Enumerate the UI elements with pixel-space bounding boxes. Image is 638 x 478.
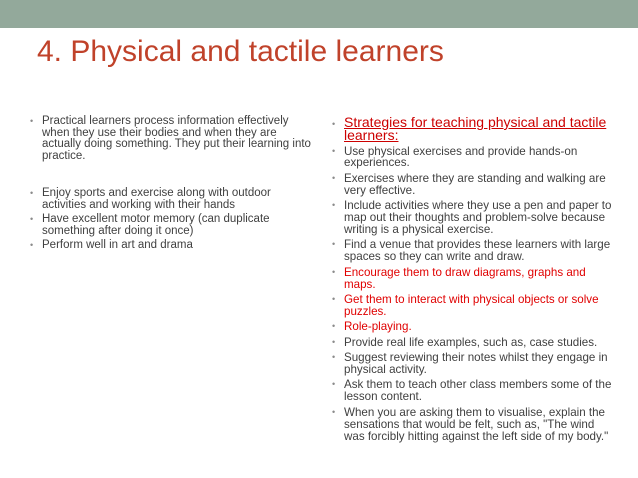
bullet-text: Enjoy sports and exercise along with outdoor activities and working with their hands <box>42 187 271 211</box>
bullet-text: Exercises where they are standing and walking are very effective. <box>344 171 606 197</box>
list-item <box>332 200 612 236</box>
right-bullet-list <box>332 116 612 442</box>
list-item <box>30 240 315 252</box>
list-item <box>30 116 315 162</box>
left-bullet-list <box>30 116 315 252</box>
bullet-icon: • <box>30 116 34 126</box>
bullet-icon: • <box>30 240 34 250</box>
list-item <box>332 379 612 403</box>
bullet-icon: • <box>332 321 336 332</box>
bullet-icon: • <box>332 379 336 390</box>
list-item <box>332 173 612 197</box>
bullet-text: Suggest reviewing their notes whilst they engage in physical activity. <box>344 351 608 376</box>
list-item <box>332 146 612 170</box>
strategies-heading <box>332 116 612 142</box>
bullet-text: Include activities where they use a pen and paper to map out their thoughts and problem-solve because writing is a physical exercise. <box>344 199 612 236</box>
bullet-text: Have excellent motor memory (can duplicate something after doing it once) <box>42 213 270 237</box>
bullet-icon: • <box>332 406 336 417</box>
bullet-icon: • <box>30 214 34 224</box>
bullet-text: When you are asking them to visualise, explain the sensations that would be felt, such as, "The wind was forcibly hitting against the left side of my body." <box>344 405 609 443</box>
bullet-icon: • <box>332 336 336 347</box>
bullet-icon: • <box>332 239 336 250</box>
bullet-text: Ask them to teach other class members some of the lesson content. <box>344 378 612 404</box>
bullet-icon: • <box>332 145 336 156</box>
bullet-text: Practical learners process information effectively when they use their bodies and when they are actually doing something. They put their learning into practice. <box>42 115 311 162</box>
bullet-icon: • <box>30 188 34 198</box>
bullet-text: Perform well in art and drama <box>42 239 193 251</box>
bullet-icon: • <box>332 266 336 277</box>
bullet-text: Role-playing. <box>344 320 412 334</box>
list-item <box>332 239 612 263</box>
list-item-highlighted <box>332 321 612 333</box>
list-item <box>30 188 315 211</box>
bullet-text: Get them to interact with physical objects or solve puzzles. <box>344 292 599 318</box>
bullet-text: Provide real life examples, such as, case studies. <box>344 335 598 349</box>
bullet-icon: • <box>332 200 336 211</box>
list-item <box>332 337 612 349</box>
list-item-highlighted <box>332 267 612 291</box>
bullet-text: Encourage them to draw diagrams, graphs and maps. <box>344 265 586 291</box>
heading-text: Strategies for teaching physical and tactile learners: <box>344 114 607 143</box>
list-item <box>332 407 612 443</box>
list-item <box>332 352 612 376</box>
list-item-highlighted <box>332 294 612 318</box>
slide-title: 4. Physical and tactile learners <box>37 35 444 68</box>
bullet-text: Find a venue that provides these learners with large spaces so they can write and draw. <box>344 238 611 264</box>
bullet-icon: • <box>332 119 336 129</box>
header-bar <box>0 0 638 28</box>
bullet-icon: • <box>332 293 336 304</box>
bullet-text: Use physical exercises and provide hands-on experiences. <box>344 144 578 170</box>
list-item <box>30 214 315 237</box>
bullet-icon: • <box>332 172 336 183</box>
bullet-icon: • <box>332 352 336 363</box>
